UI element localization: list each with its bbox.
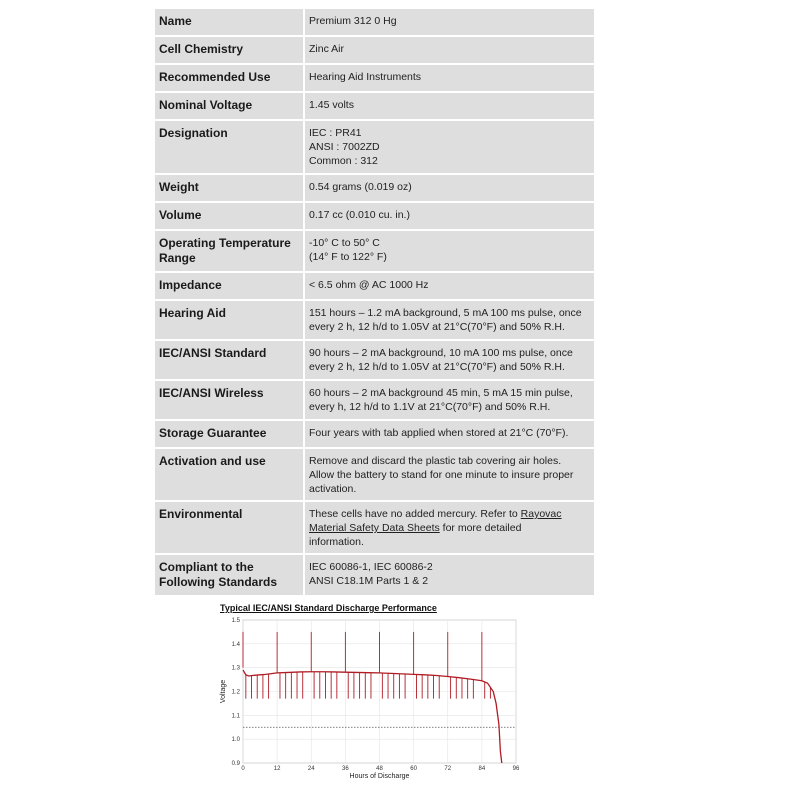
spec-label-line: Impedance — [159, 278, 222, 292]
x-tick-label: 60 — [410, 766, 417, 772]
spec-value — [305, 381, 594, 419]
spec-row — [155, 121, 594, 173]
spec-value — [305, 203, 594, 229]
spec-label — [155, 381, 305, 419]
spec-label-line: IEC/ANSI Wireless — [159, 386, 264, 400]
spec-row — [155, 65, 594, 91]
y-axis-label: Voltage — [220, 679, 227, 704]
spec-label — [155, 555, 305, 595]
spec-value — [305, 449, 594, 500]
spec-label — [155, 341, 305, 379]
spec-value-line — [309, 521, 590, 535]
x-tick-label: 96 — [512, 766, 520, 772]
spec-value — [305, 93, 594, 119]
spec-row — [155, 449, 594, 500]
spec-value-line: Hearing Aid Instruments — [309, 71, 422, 83]
spec-value-line: Zinc Air — [309, 43, 345, 55]
spec-row — [155, 9, 594, 35]
spec-row — [155, 381, 594, 419]
spec-label-line: Storage Guarantee — [159, 426, 267, 440]
environmental-text: for more detailed — [439, 522, 522, 534]
spec-row — [155, 421, 594, 447]
spec-label-line: Hearing Aid — [159, 306, 226, 320]
spec-row — [155, 301, 594, 339]
spec-label-line: Cell Chemistry — [159, 42, 244, 56]
y-tick-label: 1.4 — [231, 641, 240, 648]
spec-value-line: Premium 312 0 Hg — [309, 15, 397, 27]
x-tick-label: 72 — [444, 766, 452, 772]
x-tick-label: 48 — [376, 766, 383, 772]
spec-value-line: 0.54 grams (0.019 oz) — [309, 181, 412, 193]
environmental-text: These cells have no added mercury. Refer to — [309, 508, 521, 520]
spec-value-line: -10° C to 50° C — [309, 237, 380, 249]
spec-value — [305, 273, 594, 299]
spec-value-line: IEC : PR41 — [309, 127, 362, 139]
spec-label-line: Nominal Voltage — [159, 98, 253, 112]
spec-label — [155, 9, 305, 35]
spec-row — [155, 502, 594, 553]
spec-value — [305, 341, 594, 379]
spec-label-line: Recommended Use — [159, 70, 271, 84]
spec-row — [155, 203, 594, 229]
y-tick-label: 1.1 — [231, 713, 240, 720]
spec-row — [155, 175, 594, 201]
spec-label-line: Weight — [159, 180, 199, 194]
x-axis-label: Hours of Discharge — [349, 773, 410, 780]
spec-label — [155, 273, 305, 299]
spec-label — [155, 203, 305, 229]
rayovac-link[interactable]: Rayovac — [520, 508, 562, 520]
spec-value — [305, 9, 594, 35]
spec-row — [155, 231, 594, 271]
spec-label — [155, 301, 305, 339]
spec-row — [155, 37, 594, 63]
spec-label — [155, 449, 305, 500]
spec-label-line: Designation — [159, 126, 228, 140]
msds-link[interactable]: Material Safety Data Sheets — [309, 522, 440, 534]
spec-value-line: 151 hours – 1.2 mA background, 5 mA 100 ms pulse, once — [309, 307, 582, 319]
spec-value-line: Remove and discard the plastic tab covering air holes. — [309, 455, 562, 467]
spec-value-line: 0.17 cc (0.010 cu. in.) — [309, 209, 410, 221]
spec-label-line: Operating Temperature — [159, 236, 291, 250]
x-tick-label: 12 — [273, 766, 281, 772]
spec-label-line: Following Standards — [159, 575, 278, 589]
y-tick-label: 0.9 — [231, 761, 240, 767]
spec-label — [155, 421, 305, 447]
y-tick-label: 1.2 — [231, 689, 240, 696]
spec-label — [155, 121, 305, 173]
spec-value — [305, 121, 594, 173]
discharge-chart — [215, 612, 525, 782]
spec-label — [155, 231, 305, 271]
spec-label — [155, 175, 305, 201]
x-tick-label: 24 — [307, 766, 315, 772]
spec-label-line: IEC/ANSI Standard — [159, 346, 267, 360]
x-tick-label: 36 — [342, 766, 349, 772]
spec-value-line: every h, 12 h/d to 1.1V at 21°C(70°F) and 50% R.H. — [309, 401, 551, 413]
spec-value-line: 90 hours – 2 mA background, 10 mA 100 ms pulse, once — [309, 347, 573, 359]
spec-value — [305, 37, 594, 63]
spec-table — [155, 7, 594, 597]
spec-table-body — [155, 9, 594, 595]
x-tick-label: 84 — [478, 766, 486, 772]
spec-label-line: Environmental — [159, 507, 243, 521]
spec-label — [155, 65, 305, 91]
spec-value-line: 1.45 volts — [309, 99, 354, 111]
spec-value-line: Allow the battery to stand for one minute to insure proper — [309, 469, 574, 481]
spec-row — [155, 555, 594, 595]
spec-value — [305, 555, 594, 595]
spec-value — [305, 301, 594, 339]
spec-value-line: 60 hours – 2 mA background 45 min, 5 mA 15 min pulse, — [309, 387, 573, 399]
y-tick-label: 1.5 — [231, 618, 240, 624]
spec-row — [155, 273, 594, 299]
spec-value-line: every 2 h, 12 h/d to 1.05V at 21°C(70°F) and 50% R.H. — [309, 321, 565, 333]
spec-value-line: (14° F to 122° F) — [309, 251, 387, 263]
spec-label-line: Compliant to the — [159, 560, 254, 574]
spec-value-line: activation. — [309, 483, 357, 495]
spec-row — [155, 341, 594, 379]
spec-value-line: IEC 60086-1, IEC 60086-2 — [309, 561, 433, 573]
y-tick-label: 1.0 — [231, 737, 240, 744]
spec-value-line: every 2 h, 12 h/d to 1.05V at 21°C(70°F) and 50% R.H. — [309, 361, 565, 373]
spec-value-line: < 6.5 ohm @ AC 1000 Hz — [309, 279, 429, 291]
spec-label-line: Name — [159, 14, 192, 28]
spec-value-line: information. — [309, 536, 364, 548]
spec-label-line: Activation and use — [159, 454, 266, 468]
spec-value — [305, 65, 594, 91]
chart-title: Typical IEC/ANSI Standard Discharge Performance — [220, 603, 437, 613]
spec-label-line: Range — [159, 251, 196, 265]
spec-label — [155, 93, 305, 119]
y-tick-label: 1.3 — [231, 665, 240, 672]
spec-label — [155, 502, 305, 553]
spec-value-line: ANSI C18.1M Parts 1 & 2 — [309, 575, 429, 587]
spec-value — [305, 502, 594, 553]
x-tick-label: 0 — [241, 766, 245, 772]
spec-row — [155, 93, 594, 119]
spec-value — [305, 421, 594, 447]
spec-value — [305, 231, 594, 271]
spec-value-line — [309, 507, 590, 521]
spec-value-line: Common : 312 — [309, 155, 378, 167]
spec-value — [305, 175, 594, 201]
spec-value-line: Four years with tab applied when stored at 21°C (70°F). — [309, 427, 569, 439]
spec-value-line: ANSI : 7002ZD — [309, 141, 380, 153]
spec-label — [155, 37, 305, 63]
spec-label-line: Volume — [159, 208, 202, 222]
